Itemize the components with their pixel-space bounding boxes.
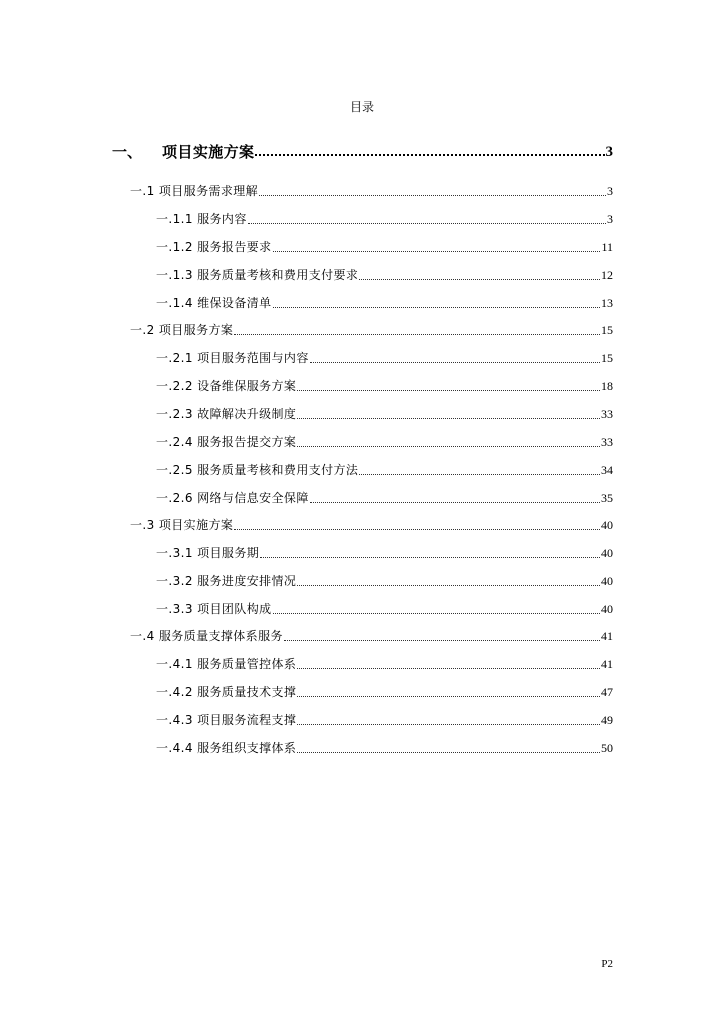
toc-entry-page: 13 [601, 296, 613, 310]
toc-leader-dots [297, 445, 600, 447]
toc-entry-label: 项目实施方案 [162, 143, 255, 161]
toc-leader-dots [359, 473, 600, 475]
toc-leader-dots [297, 723, 600, 725]
toc-entry-label: 一.3 项目实施方案 [130, 518, 234, 532]
toc-entry-page: 33 [601, 435, 613, 449]
toc-entry-label: 一.2.1 项目服务范围与内容 [156, 351, 309, 365]
toc-entry-page: 35 [601, 491, 613, 505]
toc-entry-1-2-4[interactable] [156, 434, 613, 450]
toc-entry-1-3-1[interactable] [156, 545, 613, 561]
toc-entry-1-1[interactable] [130, 183, 613, 199]
toc-entry-page: 11 [601, 240, 613, 254]
toc-entry-1-2-5[interactable] [156, 462, 613, 478]
toc-entry-1-4[interactable] [130, 628, 613, 644]
toc-leader-dots [359, 278, 600, 280]
toc-leader-dots [297, 751, 600, 753]
toc-entry-label: 一.4.4 服务组织支撑体系 [156, 741, 297, 755]
toc-leader-dots [297, 667, 600, 669]
toc-entry-label: 一.2.3 故障解决升级制度 [156, 407, 297, 421]
toc-leader-dots [297, 389, 600, 391]
toc-entry-1-1-2[interactable] [156, 239, 613, 255]
toc-entry-label: 一.2.4 服务报告提交方案 [156, 435, 297, 449]
toc-entry-page: 41 [601, 629, 613, 643]
toc-entry-page: 50 [601, 741, 613, 755]
page-number: P2 [601, 958, 613, 970]
toc-leader-dots [234, 333, 600, 335]
toc-entry-1-4-2[interactable] [156, 684, 613, 700]
toc-entry-page: 15 [601, 323, 613, 337]
toc-entry-label: 一.4.1 服务质量管控体系 [156, 657, 297, 671]
toc-entry-label: 一.3.2 服务进度安排情况 [156, 574, 297, 588]
toc-entry-page: 15 [601, 351, 613, 365]
toc-entry-1-1-3[interactable] [156, 267, 613, 283]
toc-entry-1-4-1[interactable] [156, 656, 613, 672]
toc-entry-label: 一.2.6 网络与信息安全保障 [156, 491, 309, 505]
toc-entry-page: 3 [607, 184, 613, 198]
toc-entry-label: 一.2.5 服务质量考核和费用支付方法 [156, 463, 359, 477]
toc-entry-label: 一.2.2 设备维保服务方案 [156, 379, 297, 393]
toc-entry-label: 一.1.2 服务报告要求 [156, 240, 272, 254]
toc-leader-dots [255, 153, 604, 156]
toc-entry-label: 一.1.3 服务质量考核和费用支付要求 [156, 268, 359, 282]
toc-entry-1-2-6[interactable] [156, 490, 613, 506]
toc-leader-dots [273, 250, 601, 252]
toc-entry-1-2[interactable] [130, 322, 613, 338]
toc-leader-dots [310, 361, 600, 363]
toc-entry-label: 一.2 项目服务方案 [130, 323, 234, 337]
toc-entry-page: 40 [601, 602, 613, 616]
toc-leader-dots [297, 584, 600, 586]
toc-entry-page: 49 [601, 713, 613, 727]
toc-entry-page: 33 [601, 407, 613, 421]
toc-leader-dots [273, 306, 600, 308]
toc-entry-1-2-1[interactable] [156, 350, 613, 366]
toc-entry-page: 18 [601, 379, 613, 393]
toc-entry-1-3-2[interactable] [156, 573, 613, 589]
toc-leader-dots [297, 417, 600, 419]
toc-leader-dots [248, 222, 606, 224]
toc-entry-1-2-2[interactable] [156, 378, 613, 394]
toc-entry-1-4-4[interactable] [156, 740, 613, 756]
toc-entry-page: 3 [605, 144, 613, 160]
toc-entry-label: 一.4.2 服务质量技术支撑 [156, 685, 297, 699]
toc-entry-label: 一.1.4 维保设备清单 [156, 296, 272, 310]
toc-entry-page: 40 [601, 518, 613, 532]
toc-leader-dots [310, 501, 600, 503]
toc-leader-dots [234, 528, 600, 530]
toc-entry-page: 47 [601, 685, 613, 699]
toc-entry-page: 40 [601, 546, 613, 560]
toc-leader-dots [297, 695, 600, 697]
toc-entry-page: 41 [601, 657, 613, 671]
toc-entry-chapter-1[interactable] [112, 144, 613, 160]
toc-entry-label: 一.1 项目服务需求理解 [130, 184, 259, 198]
toc-leader-dots [260, 556, 600, 558]
toc-entry-page: 34 [601, 463, 613, 477]
toc-entry-1-3[interactable] [130, 517, 613, 533]
toc-entry-1-1-1[interactable] [156, 211, 613, 227]
toc-entry-1-3-3[interactable] [156, 601, 613, 617]
toc-entry-label: 一.3.1 项目服务期 [156, 546, 260, 560]
toc-entry-1-4-3[interactable] [156, 712, 613, 728]
toc-entry-1-2-3[interactable] [156, 406, 613, 422]
toc-entry-label: 一.3.3 项目团队构成 [156, 602, 272, 616]
toc-leader-dots [284, 639, 600, 641]
toc-title: 目录 [349, 100, 374, 114]
toc-entry-page: 3 [607, 212, 613, 226]
toc-leader-dots [273, 612, 600, 614]
toc-entry-label: 一.1.1 服务内容 [156, 212, 247, 226]
toc-entry-number: 一、 [112, 143, 143, 161]
toc-leader-dots [259, 194, 606, 196]
toc-entry-page: 12 [601, 268, 613, 282]
toc-entry-label: 一.4.3 项目服务流程支撑 [156, 713, 297, 727]
toc-entry-page: 40 [601, 574, 613, 588]
toc-entry-label: 一.4 服务质量支撑体系服务 [130, 629, 283, 643]
toc-entry-1-1-4[interactable] [156, 295, 613, 311]
